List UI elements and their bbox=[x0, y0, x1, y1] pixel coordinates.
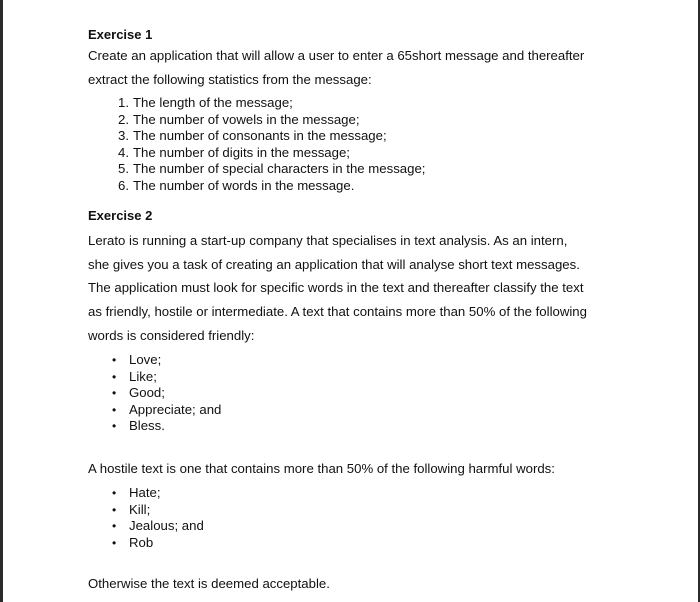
list-item: • Good; bbox=[112, 385, 165, 400]
exercise-1-heading: Exercise 1 bbox=[88, 27, 153, 42]
list-item: • Like; bbox=[112, 368, 157, 384]
exercise-2-intro-line: words is considered friendly: bbox=[88, 328, 255, 343]
list-item: 5. The number of special characters in the message; bbox=[118, 161, 426, 176]
friendly-words-list bbox=[110, 352, 221, 435]
list-item: • Rob bbox=[112, 534, 154, 550]
exercise-1-intro-line: Create an application that will allow a user to enter a 65short message and thereafter bbox=[88, 48, 585, 63]
list-item: 6. The number of words in the message. bbox=[118, 177, 355, 193]
list-item: • Kill; bbox=[112, 501, 151, 517]
exercise-1-statistics-list bbox=[110, 95, 425, 194]
list-item: 4. The number of digits in the message; bbox=[118, 144, 350, 160]
list-item: 1. The length of the message; bbox=[118, 95, 293, 110]
exercise-2-intro-line: The application must look for specific words in the text and thereafter classify the text bbox=[88, 280, 584, 295]
list-item: 3. The number of consonants in the message; bbox=[118, 128, 387, 143]
list-item: • Hate; bbox=[112, 485, 161, 500]
hostile-intro: A hostile text is one that contains more than 50% of the following harmful words: bbox=[88, 461, 555, 476]
closing-sentence: Otherwise the text is deemed acceptable. bbox=[88, 576, 330, 591]
exercise-2-intro-line: she gives you a task of creating an application that will analyse short text messages. bbox=[88, 257, 580, 272]
list-item: • Bless. bbox=[112, 418, 165, 433]
exercise-1-intro-line: extract the following statistics from the message: bbox=[88, 72, 372, 87]
list-item: • Appreciate; and bbox=[112, 401, 222, 417]
list-item: • Love; bbox=[112, 352, 162, 367]
harmful-words-list bbox=[110, 485, 204, 551]
left-border bbox=[0, 0, 3, 602]
list-item: • Jealous; and bbox=[112, 518, 204, 533]
exercise-2-intro-line: Lerato is running a start-up company that specialises in text analysis. As an intern, bbox=[88, 233, 568, 248]
exercise-2-heading: Exercise 2 bbox=[88, 208, 153, 223]
exercise-2-intro-line: as friendly, hostile or intermediate. A text that contains more than 50% of the following bbox=[88, 304, 587, 319]
list-item: 2. The number of vowels in the message; bbox=[118, 111, 360, 127]
